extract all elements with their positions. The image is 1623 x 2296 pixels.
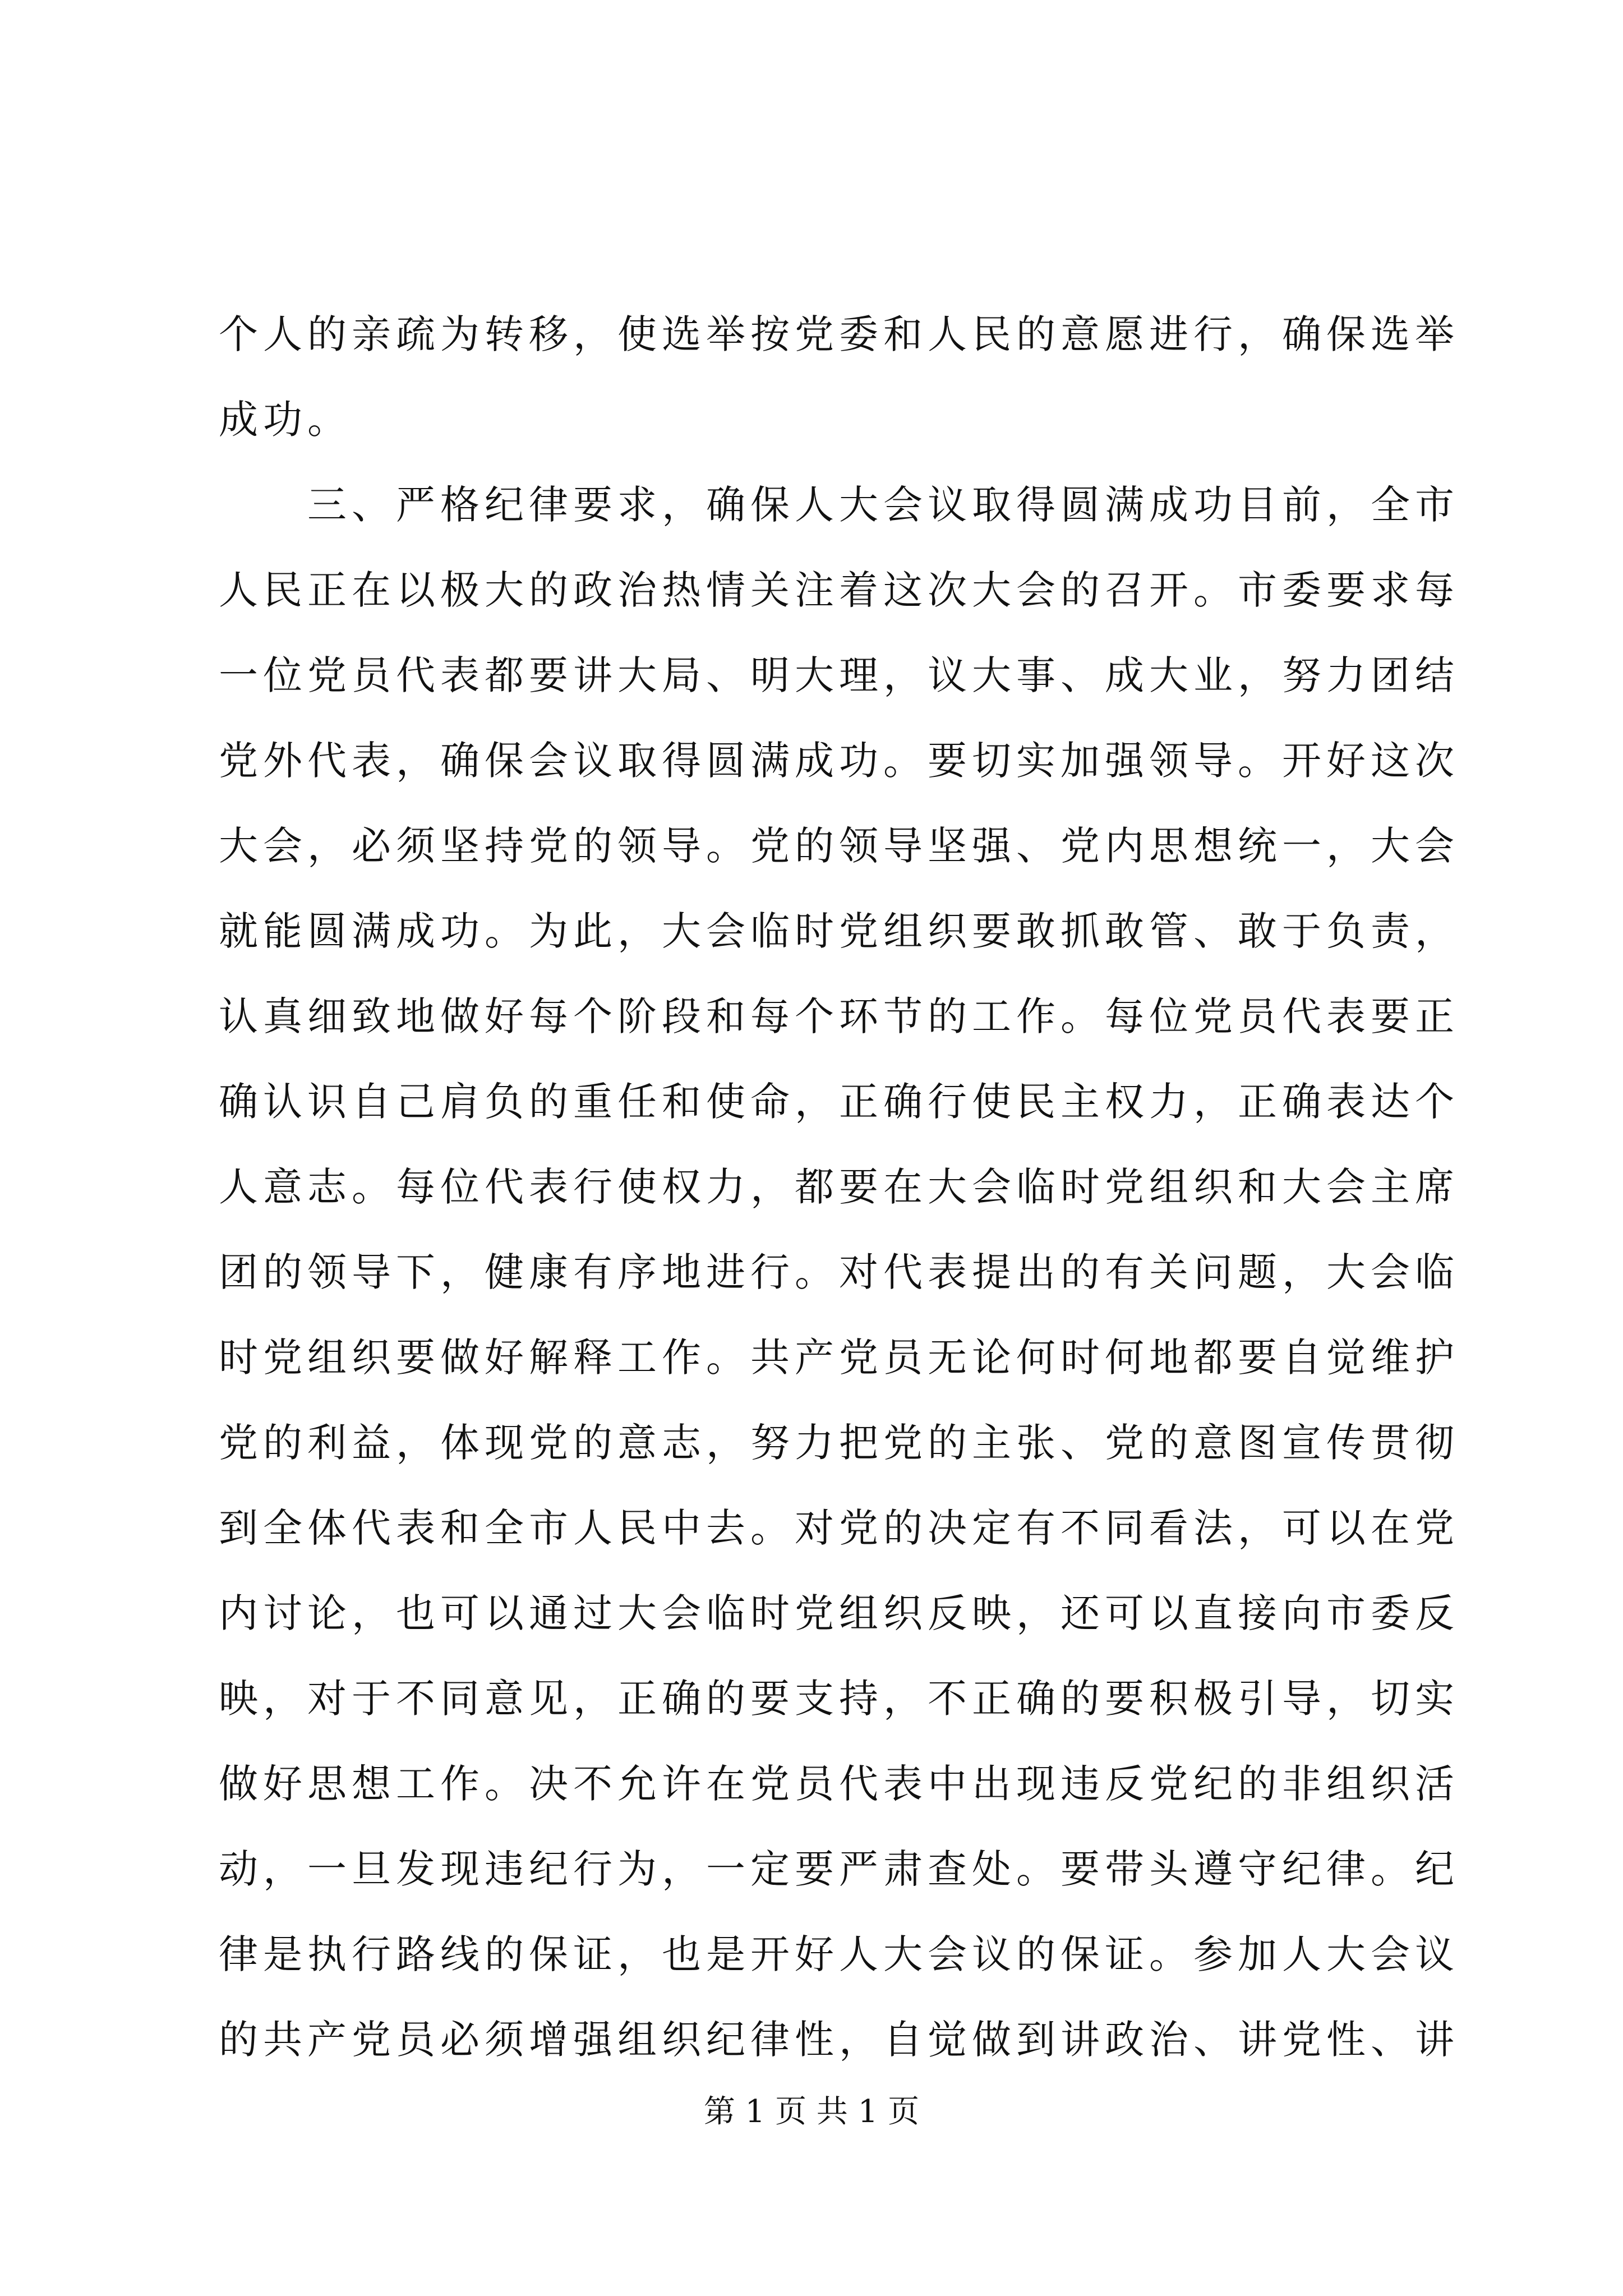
text-line: 人民正在以极大的政治热情关注着这次大会的召开。市委要求每 xyxy=(219,567,1459,613)
text-line: 映，对于不同意见，正确的要支持，不正确的要积极引导，切实 xyxy=(219,1676,1459,1722)
text-line: 团的领导下，健康有序地进行。对代表提出的有关问题，大会临 xyxy=(219,1249,1459,1295)
text-line: 确认识自己肩负的重任和使命，正确行使民主权力，正确表达个 xyxy=(219,1079,1459,1125)
text-line: 内讨论，也可以通过大会临时党组织反映，还可以直接向市委反 xyxy=(219,1590,1459,1636)
text-line: 做好思想工作。决不允许在党员代表中出现违反党纪的非组织活 xyxy=(219,1761,1459,1807)
text-line: 党外代表，确保会议取得圆满成功。要切实加强领导。开好这次 xyxy=(219,738,1459,784)
text-line: 律是执行路线的保证，也是开好人大会议的保证。参加人大会议 xyxy=(219,1931,1459,1977)
text-line: 党的利益，体现党的意志，努力把党的主张、党的意图宣传贯彻 xyxy=(219,1420,1459,1466)
text-line: 个人的亲疏为转移，使选举按党委和人民的意愿进行，确保选举 xyxy=(219,311,1459,357)
page-number-label: 第 1 页 共 1 页 xyxy=(703,2093,920,2130)
text-line: 认真细致地做好每个阶段和每个环节的工作。每位党员代表要正 xyxy=(219,993,1459,1039)
text-line: 成功。 xyxy=(219,397,352,443)
body-text xyxy=(219,292,1459,2082)
text-line: 时党组织要做好解释工作。共产党员无论何时何地都要自觉维护 xyxy=(219,1335,1459,1381)
text-line: 动，一旦发现违纪行为，一定要严肃查处。要带头遵守纪律。纪 xyxy=(219,1846,1459,1892)
text-line: 到全体代表和全市人民中去。对党的决定有不同看法，可以在党 xyxy=(219,1505,1459,1551)
text-line: 就能圆满成功。为此，大会临时党组织要敢抓敢管、敢于负责， xyxy=(219,908,1459,954)
text-line: 三、严格纪律要求，确保人大会议取得圆满成功目前，全市 xyxy=(219,482,1459,528)
text-line: 大会，必须坚持党的领导。党的领导坚强、党内思想统一，大会 xyxy=(219,823,1459,869)
text-line: 的共产党员必须增强组织纪律性，自觉做到讲政治、讲党性、讲 xyxy=(219,2017,1459,2063)
page-footer xyxy=(0,2090,1623,2134)
text-line: 人意志。每位代表行使权力，都要在大会临时党组织和大会主席 xyxy=(219,1164,1459,1210)
text-line: 一位党员代表都要讲大局、明大理，议大事、成大业，努力团结 xyxy=(219,652,1459,698)
